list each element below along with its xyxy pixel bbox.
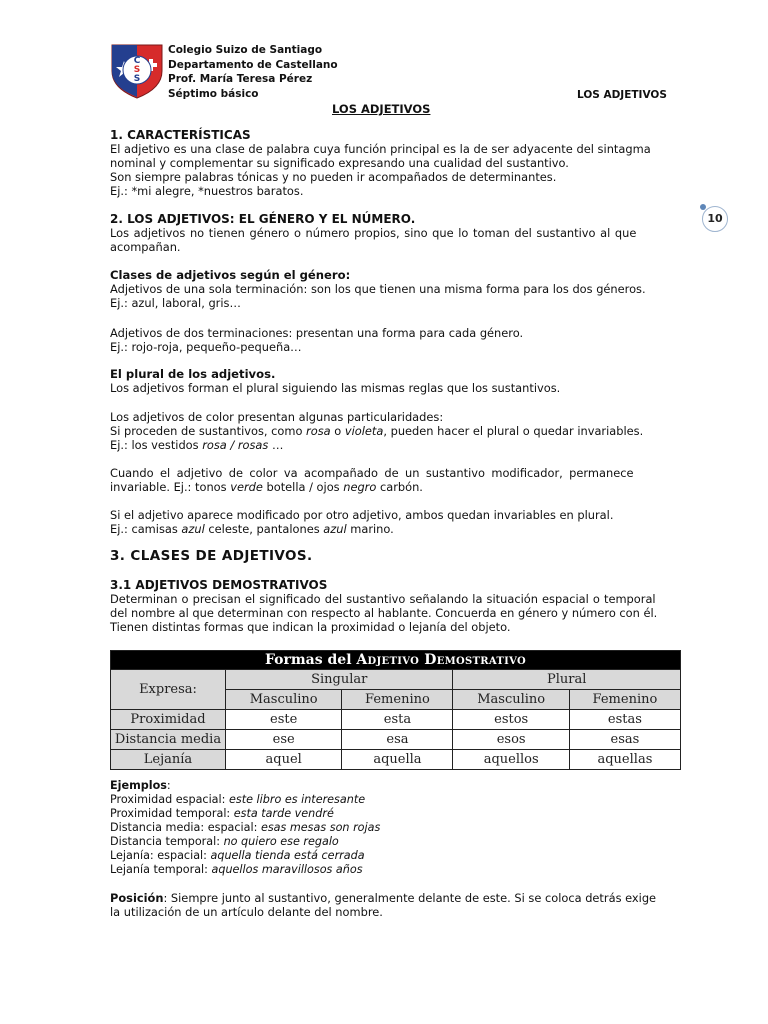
badge-dot — [700, 204, 706, 210]
text: , pueden hacer el plural o quedar invariables. — [383, 424, 644, 438]
paragraph-line: Ej.: *mi alegre, *nuestros baratos. — [110, 184, 304, 198]
table-cell: aquel — [226, 750, 342, 770]
paragraph-line — [110, 424, 658, 438]
demonstratives-section — [110, 578, 658, 634]
example-text: este libro es interesante — [228, 793, 366, 806]
plural-heading: El plural de los adjetivos. — [110, 367, 276, 381]
teacher-name: Prof. María Teresa Pérez — [168, 73, 313, 85]
table-row — [111, 710, 681, 730]
svg-text:C: C — [133, 56, 141, 66]
section-1 — [110, 128, 658, 198]
paragraph-line: Adjetivos de una sola terminación: son los que tienen una misma forma para los dos géneros. — [110, 282, 646, 296]
row-label: Distancia media — [111, 730, 226, 750]
gender-classes-heading: Clases de adjetivos según el género: — [110, 268, 351, 282]
table-cell: estos — [453, 710, 569, 730]
example-item — [110, 835, 658, 849]
example-text: no quiero ese regalo — [223, 835, 339, 848]
page-number: 10 — [707, 212, 723, 225]
paragraph-line: nominal y complementar su significado expresando una cualidad del sustantivo. — [110, 156, 569, 170]
adjective-modified — [110, 508, 658, 536]
masculine-singular-header: Masculino — [226, 690, 342, 710]
page-number-badge — [702, 206, 728, 232]
table-cell: aquella — [342, 750, 453, 770]
example-text: aquella tienda está cerrada — [210, 849, 365, 862]
plural-header: Plural — [453, 670, 681, 690]
example-text: esas mesas son rojas — [260, 821, 381, 834]
two-terminations — [110, 326, 658, 354]
table-title-text: Formas del — [264, 652, 357, 668]
masculine-plural-header: Masculino — [453, 690, 569, 710]
svg-text:S: S — [133, 65, 141, 75]
school-name: Colegio Suizo de Santiago — [168, 44, 323, 56]
paragraph-line: Ej.: azul, laboral, gris… — [110, 296, 241, 310]
example-label: Lejanía: espacial: — [110, 849, 211, 862]
example-item — [110, 821, 658, 835]
position-section — [110, 891, 658, 919]
italic-term: rosa / rosas — [202, 438, 269, 452]
header-right-label: LOS ADJETIVOS — [577, 89, 667, 101]
document-title: LOS ADJETIVOS — [332, 102, 431, 116]
examples-section — [110, 779, 658, 877]
text: carbón. — [376, 480, 423, 494]
text: Ej.: camisas — [110, 522, 182, 536]
paragraph-line: Los adjetivos forman el plural siguiendo las mismas reglas que los sustantivos. — [110, 381, 561, 395]
paragraph-line: Determinan o precisan el significado del sustantivo señalando la situación espacial o temporal — [110, 592, 656, 606]
example-label: Distancia media: espacial: — [110, 821, 261, 834]
italic-term: azul — [323, 522, 347, 536]
paragraph-line: Los adjetivos de color presentan algunas particularidades: — [110, 410, 444, 424]
paragraph-line — [110, 438, 658, 452]
section-2-heading: 2. LOS ADJETIVOS: EL GÉNERO Y EL NÚMERO. — [110, 212, 416, 226]
example-item — [110, 849, 658, 863]
paragraph-line: Adjetivos de dos terminaciones: presentan una forma para cada género. — [110, 326, 524, 340]
table-cell: aquellas — [569, 750, 680, 770]
text: invariable. Ej.: tonos — [110, 480, 231, 494]
paragraph-line: del nombre al que determinan con respecto al hablante. Concuerda en género y número con él. — [110, 606, 658, 620]
examples-heading-line — [110, 779, 658, 793]
table-cell: esta — [342, 710, 453, 730]
school-logo — [108, 41, 166, 99]
text: botella / ojos — [262, 480, 344, 494]
demonstratives-table — [110, 650, 681, 770]
table-cell: ese — [226, 730, 342, 750]
example-label: Distancia temporal: — [110, 835, 224, 848]
section-1-heading: 1. CARACTERÍSTICAS — [110, 128, 251, 142]
expresa-header: Expresa: — [111, 670, 226, 710]
paragraph-line: Tienen distintas formas que indican la proximidad o lejanía del objeto. — [110, 620, 511, 634]
paragraph-line: El adjetivo es una clase de palabra cuya función principal es la de ser adyacente del sintagma — [110, 142, 651, 156]
header-info — [168, 43, 338, 101]
department-name: Departamento de Castellano — [168, 58, 338, 71]
paragraph-line: Ej.: rojo-roja, pequeño-pequeña… — [110, 340, 302, 354]
example-text: esta tarde vendré — [233, 807, 334, 820]
feminine-singular-header: Femenino — [342, 690, 453, 710]
paragraph-line: Son siempre palabras tónicas y no pueden ir acompañados de determinantes. — [110, 170, 557, 184]
italic-term: azul — [181, 522, 205, 536]
svg-text:S: S — [133, 74, 141, 84]
example-label: Lejanía temporal: — [110, 863, 212, 876]
section-3-heading: 3. CLASES DE ADJETIVOS. — [110, 548, 313, 564]
plural-section — [110, 367, 658, 395]
gender-classes — [110, 268, 658, 310]
paragraph-line — [110, 891, 658, 905]
singular-header: Singular — [226, 670, 453, 690]
example-label: Proximidad espacial: — [110, 793, 229, 806]
paragraph-line: Cuando el adjetivo de color va acompañado de un sustantivo modificador, permanece — [110, 466, 634, 480]
row-label: Proximidad — [111, 710, 226, 730]
table-title — [111, 651, 681, 670]
section-2 — [110, 212, 658, 254]
example-text: aquellos maravillosos años — [211, 863, 363, 876]
example-item — [110, 793, 658, 807]
text: o — [330, 424, 345, 438]
paragraph-line — [110, 522, 658, 536]
paragraph-line: Si el adjetivo aparece modificado por otro adjetivo, ambos quedan invariables en plural. — [110, 508, 614, 522]
text: : Siempre junto al sustantivo, generalmente delante de este. Si se coloca detrás exige — [163, 891, 657, 905]
italic-term: rosa — [306, 424, 331, 438]
italic-term: verde — [230, 480, 263, 494]
examples-heading: Ejemplos — [110, 779, 167, 792]
color-adjectives — [110, 410, 658, 452]
table-cell: esas — [569, 730, 680, 750]
text: marino. — [346, 522, 394, 536]
text: Ej.: los vestidos — [110, 438, 203, 452]
paragraph-line: acompañan. — [110, 240, 181, 254]
table-cell: este — [226, 710, 342, 730]
example-item — [110, 807, 658, 821]
table-cell: esos — [453, 730, 569, 750]
paragraph-line: Los adjetivos no tienen género o número propios, sino que lo toman del sustantivo al que — [110, 226, 637, 240]
table-row — [111, 730, 681, 750]
text: celeste, pantalones — [204, 522, 324, 536]
table-title-smallcaps: Adjetivo Demostrativo — [356, 652, 527, 668]
example-item — [110, 863, 658, 877]
paragraph-line: la utilización de un artículo delante del nombre. — [110, 905, 383, 919]
grade-label: Séptimo básico — [168, 87, 259, 100]
table-row — [111, 750, 681, 770]
row-label: Lejanía — [111, 750, 226, 770]
example-label: Proximidad temporal: — [110, 807, 234, 820]
color-modifier — [110, 466, 658, 494]
italic-term: violeta — [344, 424, 384, 438]
table-cell: estas — [569, 710, 680, 730]
text: : — [166, 779, 171, 792]
table-cell: esa — [342, 730, 453, 750]
position-label: Posición — [110, 891, 164, 905]
demonstratives-heading: 3.1 ADJETIVOS DEMOSTRATIVOS — [110, 578, 328, 592]
text: … — [268, 438, 284, 452]
italic-term: negro — [343, 480, 377, 494]
text: Si proceden de sustantivos, como — [110, 424, 307, 438]
feminine-plural-header: Femenino — [569, 690, 680, 710]
paragraph-line — [110, 480, 658, 494]
table-cell: aquellos — [453, 750, 569, 770]
